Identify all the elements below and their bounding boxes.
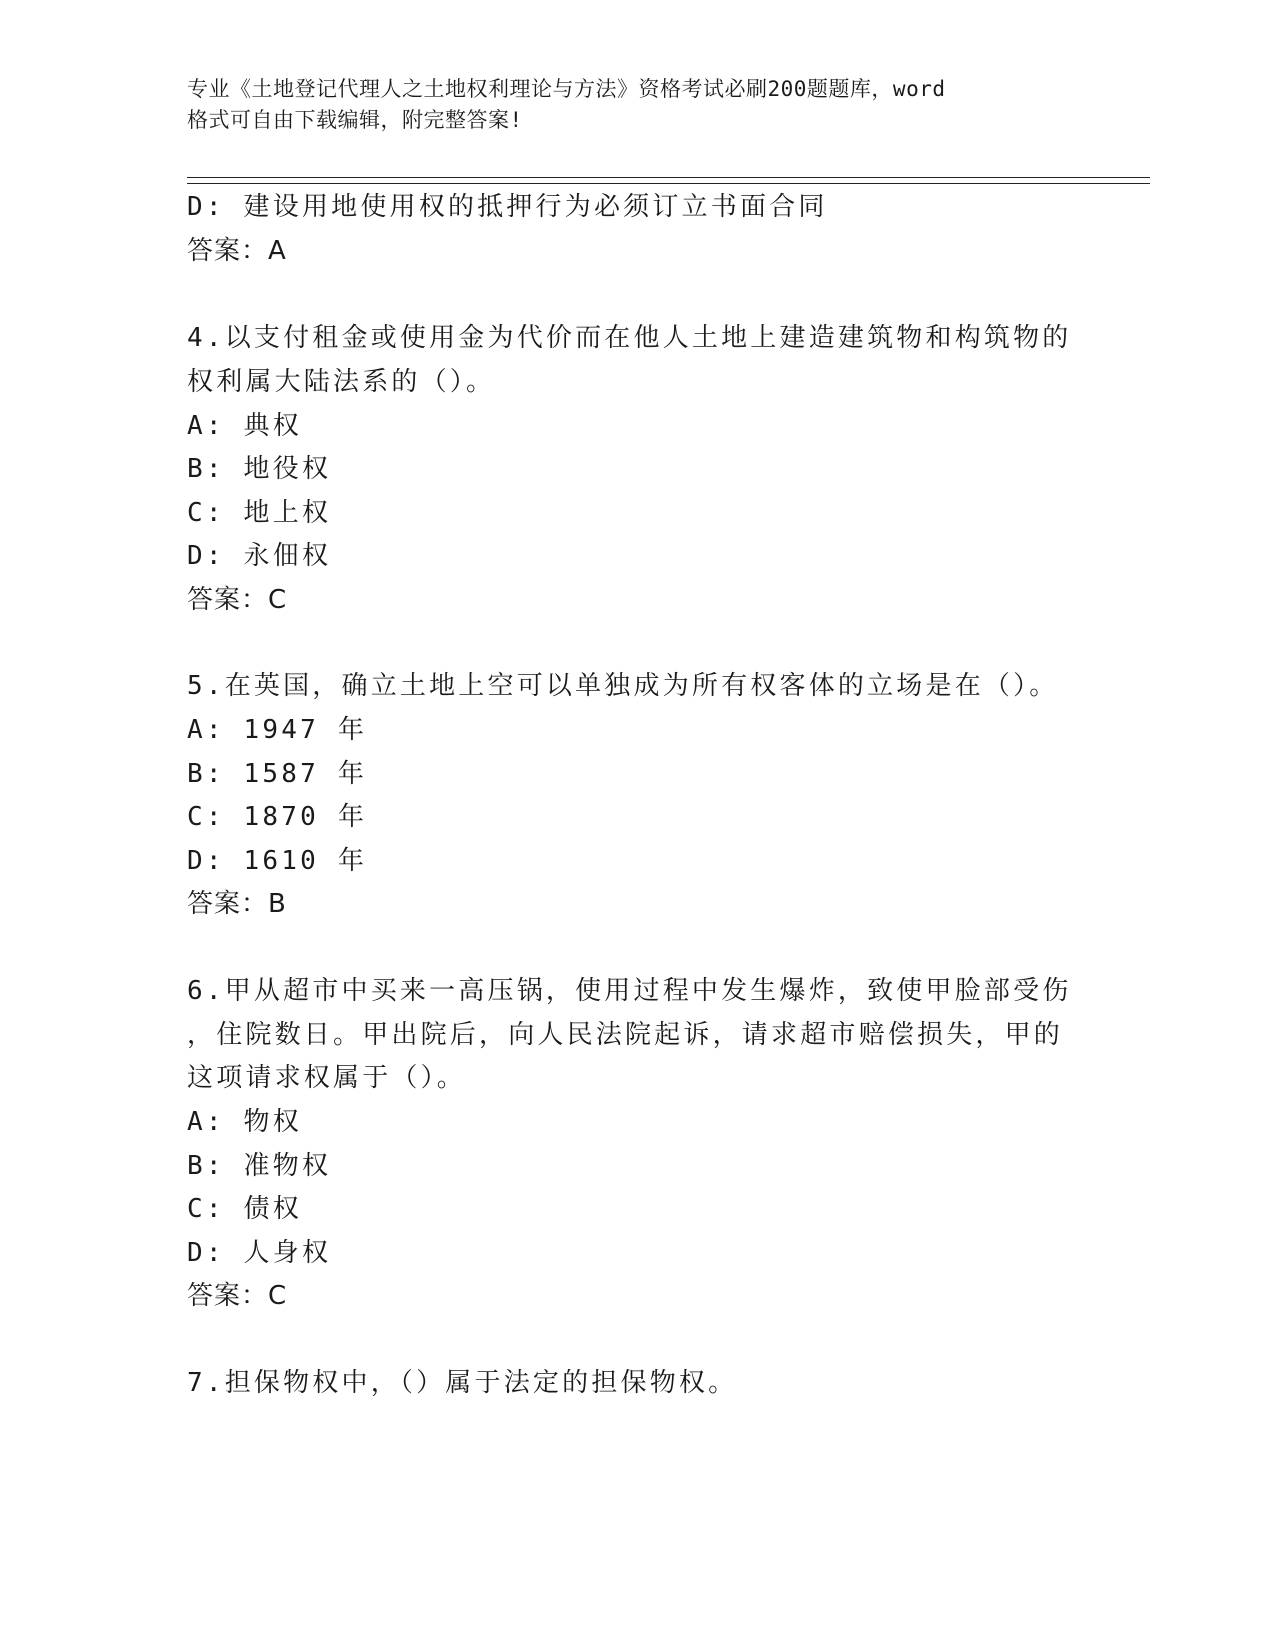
q6-stem-line-2: ，住院数日。甲出院后，向人民法院起诉，请求超市赔偿损失，甲的 <box>187 1020 1064 1050</box>
q6-option-a: A: 物权 <box>187 1107 302 1137</box>
header-title-line-1: 专业《土地登记代理人之土地权利理论与方法》资格考试必刷200题题库，word <box>187 77 946 101</box>
q4-stem-line-1: 4.以支付租金或使用金为代价而在他人土地上建造建筑物和构筑物的 <box>187 323 1072 353</box>
q3-option-d: D: 建设用地使用权的抵押行为必须订立书面合同 <box>187 192 828 222</box>
q6-option-d: D: 人身权 <box>187 1238 332 1268</box>
q6-stem-line-1: 6.甲从超市中买来一高压锅，使用过程中发生爆炸，致使甲脸部受伤 <box>187 976 1072 1006</box>
q6-option-c: C: 债权 <box>187 1194 302 1224</box>
q7-stem-line-1: 7.担保物权中，（）属于法定的担保物权。 <box>187 1368 738 1398</box>
q6-option-b: B: 准物权 <box>187 1151 332 1181</box>
q4-answer: 答案：C <box>187 585 288 615</box>
q4-option-a: A: 典权 <box>187 411 302 441</box>
q6-answer: 答案：C <box>187 1281 288 1311</box>
q4-stem-line-2: 权利属大陆法系的（）。 <box>187 367 496 397</box>
q5-option-b: B: 1587 年 <box>187 759 368 789</box>
q5-option-d: D: 1610 年 <box>187 846 368 876</box>
document-header <box>187 74 1067 136</box>
q4-option-b: B: 地役权 <box>187 454 332 484</box>
header-title-line-2: 格式可自由下载编辑，附完整答案! <box>187 108 523 132</box>
q4-option-d: D: 永佃权 <box>187 541 332 571</box>
header-divider-top <box>187 177 1150 178</box>
q5-answer: 答案：B <box>187 889 287 919</box>
q4-option-c: C: 地上权 <box>187 498 332 528</box>
header-divider-bottom <box>187 183 1150 184</box>
q3-answer: 答案：A <box>187 236 287 266</box>
q6-stem-line-3: 这项请求权属于（）。 <box>187 1063 467 1093</box>
q5-stem-line-1: 5.在英国，确立土地上空可以单独成为所有权客体的立场是在（）。 <box>187 671 1059 701</box>
q5-option-c: C: 1870 年 <box>187 802 368 832</box>
q5-option-a: A: 1947 年 <box>187 715 368 745</box>
